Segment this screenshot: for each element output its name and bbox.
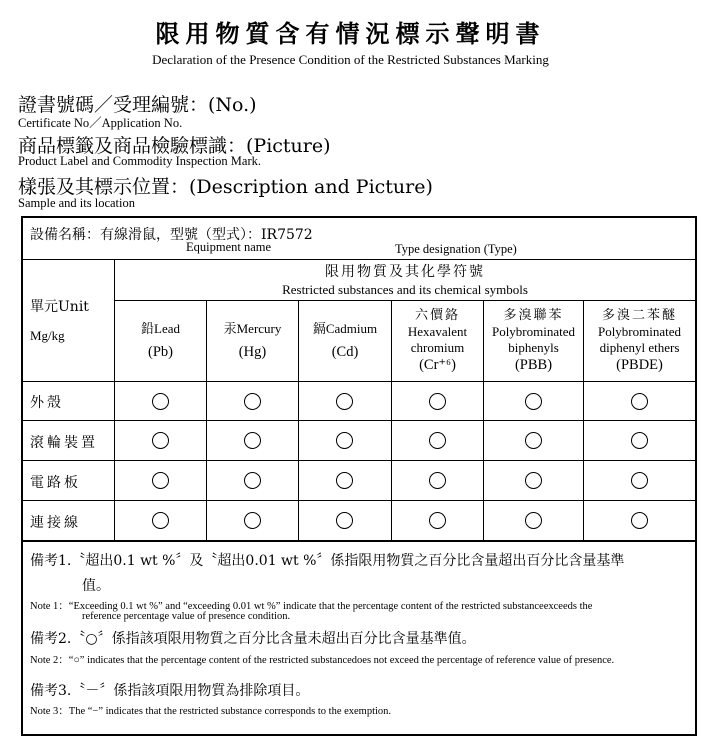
mark-circle [336, 393, 353, 410]
note-1-en-cont: reference percentage value of presence condition. [82, 611, 291, 622]
column-lead: 鉛Lead (Pb) [141, 321, 180, 360]
mark-circle [429, 472, 446, 489]
mark-circle [336, 432, 353, 449]
mark-circle [429, 393, 446, 410]
sample-heading-en: Sample and its location [18, 196, 135, 210]
label-heading: 商品標籤及商品檢驗標識：(Picture) [18, 135, 331, 157]
restricted-substances-label: 限用物質及其化學符號 [325, 264, 485, 281]
column-mercury: 汞Mercury (Hg) [223, 321, 282, 360]
mark-circle [336, 512, 353, 529]
mark-circle [525, 432, 542, 449]
mark-circle [244, 512, 261, 529]
equipment-name: 設備名稱：有線滑鼠，型號（型式）：IR7572 [30, 227, 313, 243]
note-1-en: Note 1：“Exceeding 0.1 wt %” and “exceeding 0.01 wt %” indicate that the percentage content of the restricted substanceexceeds the [30, 601, 593, 612]
row-label-cable: 連接線 [30, 515, 81, 531]
mark-circle [429, 512, 446, 529]
certificate-heading-en: Certificate No／Application No. [18, 116, 183, 130]
column-pbde: 多溴二苯醚 Polybrominated diphenyl ethers (PBDE) [597, 307, 682, 374]
mark-circle [525, 393, 542, 410]
restricted-substances-label-en: Restricted substances and its chemical symbols [282, 281, 528, 297]
mark-circle [631, 512, 648, 529]
column-hexavalent-chromium: 六價鉻 Hexavalent chromium (Cr⁺⁶) [407, 307, 468, 374]
mark-circle [631, 393, 648, 410]
row-label-housing: 外殼 [30, 395, 64, 411]
mark-circle [336, 472, 353, 489]
row-label-scroll-wheel: 滾輪裝置 [30, 435, 98, 451]
note-3: 備考3.〝－〞係指該項限用物質為排除項目。 [30, 683, 310, 699]
mark-circle [429, 432, 446, 449]
mark-circle [152, 432, 169, 449]
mark-circle [631, 432, 648, 449]
mark-circle [152, 393, 169, 410]
note-3-en: Note 3：The “−” indicates that the restricted substance corresponds to the exemption. [30, 706, 392, 717]
note-2: 備考2.〝○〞係指該項限用物質之百分比含量未超出百分比含量基準值。 [30, 631, 476, 647]
column-pbb: 多溴聯苯 Polybrominated biphenyls (PBB) [491, 307, 576, 374]
mark-circle [152, 512, 169, 529]
note-2-en: Note 2：“○” indicates that the percentage content of the restricted substancedoes not exceed the percentage of reference value of presence. [30, 655, 615, 666]
mark-circle [152, 472, 169, 489]
mark-circle [631, 472, 648, 489]
type-designation-en: Type designation (Type) [395, 242, 517, 256]
page-title: 限用物質含有情況標示聲明書 [155, 19, 546, 48]
column-cadmium: 鎘Cadmium (Cd) [312, 321, 378, 360]
certificate-heading: 證書號碼／受理編號：(No.) [18, 94, 257, 116]
mark-circle [525, 472, 542, 489]
unit-label: 單元Unit [30, 299, 89, 315]
mark-circle [244, 472, 261, 489]
equipment-name-en: Equipment name [186, 240, 272, 254]
row-label-circuit-board: 電路板 [30, 475, 81, 491]
note-1: 備考1.〝超出0.1 wt %〞及〝超出0.01 wt %〞係指限用物質之百分比含量超出百分比含量基準 [30, 553, 625, 569]
mark-circle [244, 432, 261, 449]
note-1-cont: 值。 [82, 578, 110, 594]
sample-heading: 樣張及其標示位置：(Description and Picture) [18, 176, 433, 198]
unit-value: Mg/kg [30, 328, 65, 343]
label-heading-en: Product Label and Commodity Inspection Mark. [18, 154, 262, 168]
mark-circle [244, 393, 261, 410]
mark-circle [525, 512, 542, 529]
page-subtitle: Declaration of the Presence Condition of the Restricted Substances Marking [152, 52, 549, 67]
